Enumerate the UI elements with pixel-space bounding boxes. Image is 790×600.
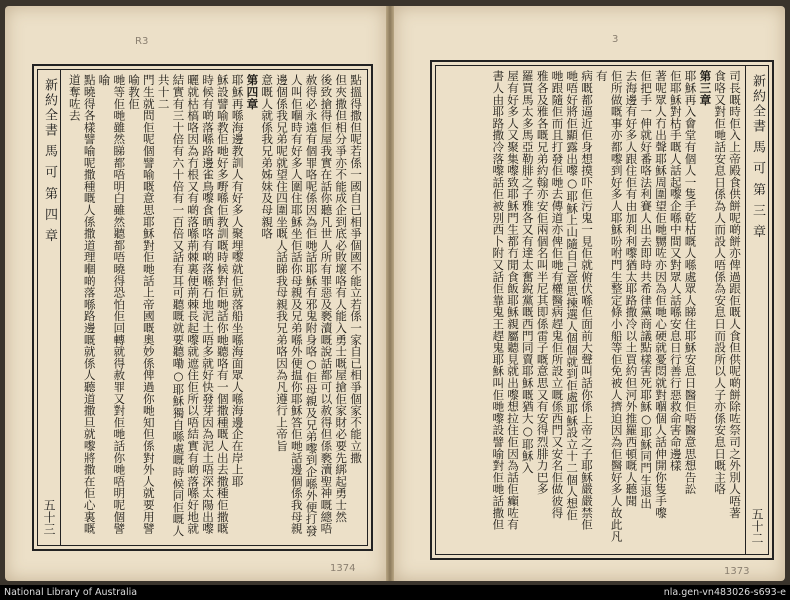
- left-text-column: 耶穌再喺海邊教訓人有好多人聚埋嚟就佢就落船坐喺海面眾人喺海邊企在岸上耶: [230, 74, 245, 487]
- right-text-column: 書人由耶路撒冷落嚟話佢被別西卜附又話佢靠鬼王趕鬼耶穌叫佢哋嚟設譬喻對佢哋話撒但: [491, 70, 506, 531]
- right-text-column: 雅各及雅各嘅兄弟約翰亦安佢兩個名叫半尼其即係雷子嘅意思又有安得烈腓力巴多: [535, 70, 550, 495]
- left-text-column: 人叫佢嗰時有好多人圍住耶穌坐佢話你母親及兄弟喺外便揾你耶穌答佢哋話邊個係我母親: [289, 74, 304, 535]
- right-text-column: 哋跟隨佢而且打發佢哋去傳道亦俾佢哋有權醫病趕鬼佢所設立嘅係西門又安名佢做彼得: [550, 70, 565, 519]
- right-text-column: 佢所做嘅事亦都嚟到好多人耶穌吩咐門生整定條小船等佢免被人擠迫因為佢醫好多人故此凡有: [594, 70, 624, 542]
- pencil-mark-bottom: 1374: [330, 563, 356, 574]
- pencil-mark-top-right: 3: [612, 34, 619, 45]
- right-text-column: 食咯又對佢哋話安息日係為人而設人唔係為安息日而設所以人子亦係安息日嘅主咯: [713, 70, 728, 495]
- right-chapter-heading: 第三章: [698, 70, 713, 106]
- left-page-number: 五十三: [42, 499, 56, 535]
- right-text-column: 耶穌再入會堂有個人一隻手乾枯嘅人喺處眾人睇住耶穌安息日醫佢唔醫意思想告訟: [683, 70, 698, 495]
- left-text-column: 邊個係我兄弟呢就望住四圍坐嘅人話睇我母親我兄弟咯因為凡遵行上帝旨: [275, 74, 290, 452]
- right-text-column: 屋有好多人又聚集嚟致耶穌門生都冇閒食飯耶穌親屬聽見就出嚟想拉住佢因為話佢癲咗有: [506, 70, 521, 531]
- right-margin-column: [745, 66, 768, 554]
- right-text-column: 佢耶穌對枯手嘅人話起嚟企喺中間又對眾人話喺安息日行善行惡救命害命邊樣: [668, 70, 683, 472]
- left-text-column: 赦得必永遠有個罪咯呢係因為佢哋話耶穌有邪鬼附身咯○佢母親及兄弟嚟到企喺外便打發: [304, 74, 319, 537]
- left-text-column: 穌設譬喻教佢哋好多嘢喺佢教訓嘅時候對佢哋話你哋聽咯有一個撒種嘅人出去撒種佢撒嘅: [215, 74, 230, 535]
- right-text-column: 著呢眾人冇出聲耶穌周圍望佢哋嬲咗亦因為佢哋心硬就憂悶就對嗰個人話伸開你隻手嚟: [654, 70, 669, 519]
- pencil-mark-bottom-right: 1373: [724, 566, 750, 577]
- left-text-column: 曬就枯槁咯因為冇根又有啲落喺荊棘裏便荊棘長起嚟就遮住佢所以唔結實有啲落喺好地就: [186, 74, 201, 535]
- right-text-column: 佢把手一伸就好番咯法利賽人出去即時共希律黨商議點樣害死耶穌○耶穌同門生退出: [639, 70, 654, 509]
- left-text-column: 結實有三十倍有六十倍有一百倍又話有耳可聽嘅就要聽嘞○耶穌獨自喺處嘅時候同佢嘅人共十二: [156, 74, 186, 537]
- left-text-column: 後致搶得佢屋我實在話你聽凡世人所有罪惡及褻瀆嘅說話都可以赦得但係褻瀆聖神嘅總唔: [319, 74, 334, 535]
- right-page: [394, 6, 785, 581]
- right-running-title: 新約全書 馬 可 第 三 章: [750, 74, 765, 240]
- left-page: [5, 6, 386, 581]
- right-body-text: [440, 70, 742, 550]
- left-running-title: 新約全書 馬 可 第 四 章: [42, 78, 57, 244]
- left-text-column: 點搵得撒但呢若係一國自已相爭個國不能立若係一家自已相爭個家不能立撒: [349, 74, 363, 464]
- left-chapter-heading: 第四章: [245, 74, 260, 110]
- left-text-column: 哋等佢哋雖然睇都唔明白雖然聽都唔曉得恐怕佢回轉就得赦罪又對佢哋話你哋唔明呢個譬喻: [97, 74, 127, 535]
- left-text-column: 意嘅人就係我兄弟姊妹及母親咯: [260, 74, 275, 240]
- right-text-column: 司長嘅時佢入上帝殿食供餅呢啲餅亦俾過跟佢嘅人食但供呢啲餅除咗祭司之外別人唔著: [728, 70, 742, 519]
- pencil-mark-top: R3: [135, 36, 149, 47]
- left-text-frame: [32, 64, 373, 551]
- footer-library-name: National Library of Australia: [4, 587, 138, 598]
- left-margin-column: [38, 70, 61, 545]
- right-text-column: 哋唔好將佢顯露出嚟○耶穌上山隨自己意思揀選人個個就到佢處耶穌設立十二個人想佢: [565, 70, 580, 521]
- footer-bar: [0, 585, 790, 600]
- left-body-text: [64, 74, 363, 541]
- book-gutter: [386, 6, 394, 581]
- left-text-column: 點曉得各樣譬喻呢撒種嘅人係撒道理嗰啲落喺路邊嘅就係人聽道撒旦就嚟將撒在佢心裏嘅道奪咗去: [67, 74, 97, 535]
- right-text-column: 病嘅都逼近佢身想摸吓佢污鬼一見佢就俯伏喺佢面前大聲叫話你係上帝之子耶穌嚴嚴禁佢: [580, 70, 595, 531]
- footer-item-id: nla.gen-vn483026-s693-e: [663, 587, 786, 598]
- right-text-frame: [430, 60, 774, 560]
- right-text-column: 羅買馬太多馬亞勒腓之子雅各又有達太奮銳黨嘅西門同賣耶穌嘅猶大○耶穌入: [520, 70, 535, 474]
- left-text-column: 時候有啲落喺路邊雀鳥嚟食晒咯有啲落喺石地泥土唔多就好快發芽因為泥土唔深太陽出嚟: [201, 74, 216, 535]
- right-page-number: 五十二: [750, 508, 764, 544]
- right-text-column: 去海邊有好多人跟住佢有由加利利嚟猶太耶路撒冷以土買約但河外推羅西頓嘅人聽聞: [624, 70, 639, 507]
- left-text-column: 但夾撒但相分爭亦不能成企到底必敗壞咯有人能入勇士嘅屋搶佢家財必要先綁起勇士然: [334, 74, 349, 523]
- left-text-column: 門生就問佢呢個譬喻嘅意思耶穌對佢哋話上帝國嘅奧妙係俾過你哋知但係對外人就要用譬喻教佢: [127, 74, 156, 535]
